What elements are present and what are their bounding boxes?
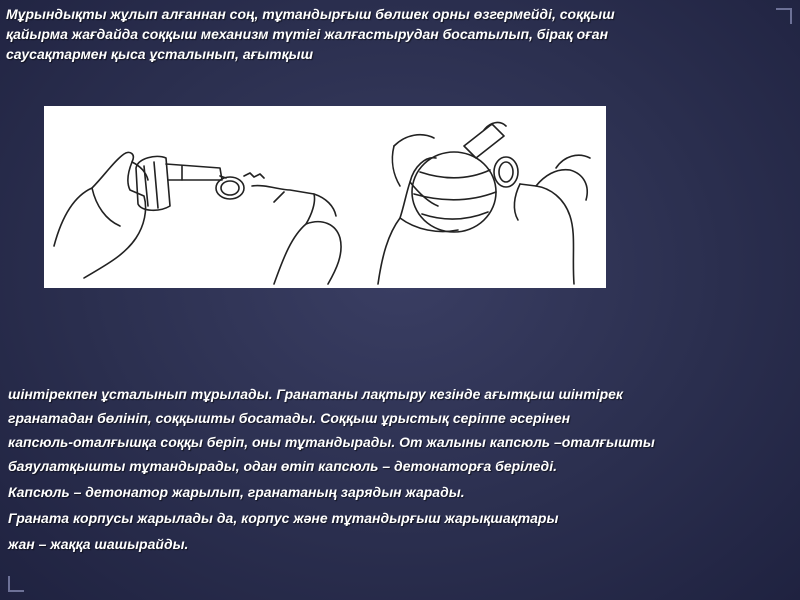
bottom-text-line-7: жан – жаққа шашырайды. — [8, 536, 189, 552]
grenade-pin-pull-illustration — [44, 106, 606, 288]
right-hand-scene — [378, 123, 590, 284]
slide-corner-bottom-left — [8, 576, 24, 592]
top-text-line-2: қайырма жағдайда соққыш механизм түтігі жалғастырудан босатылып, бірақ оған — [6, 26, 609, 42]
bottom-text-line-1: шінтірекпен ұсталынып тұрылады. Гранатаны лақтыру кезінде ағытқыш шінтірек — [8, 386, 624, 402]
slide-corner-top-right — [776, 8, 792, 24]
bottom-text-line-3: капсюль-оталғышқа соққы беріп, оны тұтандырады. От жалыны капсюль –оталғышты — [8, 434, 655, 450]
left-hand-scene — [54, 152, 341, 284]
top-text-line-3: саусақтармен қыса ұсталынып, ағытқыш — [6, 46, 314, 62]
bottom-text-line-4: баяулатқышты тұтандырады, одан өтіп капсюль – детонаторға беріледі. — [8, 458, 557, 474]
top-text-line-1: Мұрындықты жұлып алғаннан соң, тұтандырғыш бөлшек орны өзгермейді, соққыш — [6, 6, 615, 22]
bottom-text-line-2: гранатадан бөлініп, соққышты босатады. Соққыш ұрыстық серіппе әсерінен — [8, 410, 571, 426]
bottom-text-line-6: Граната корпусы жарылады да, корпус және тұтандырғыш жарықшақтары — [8, 510, 559, 526]
bottom-text-line-5: Капсюль – детонатор жарылып, гранатаның зарядын жарады. — [8, 484, 465, 500]
